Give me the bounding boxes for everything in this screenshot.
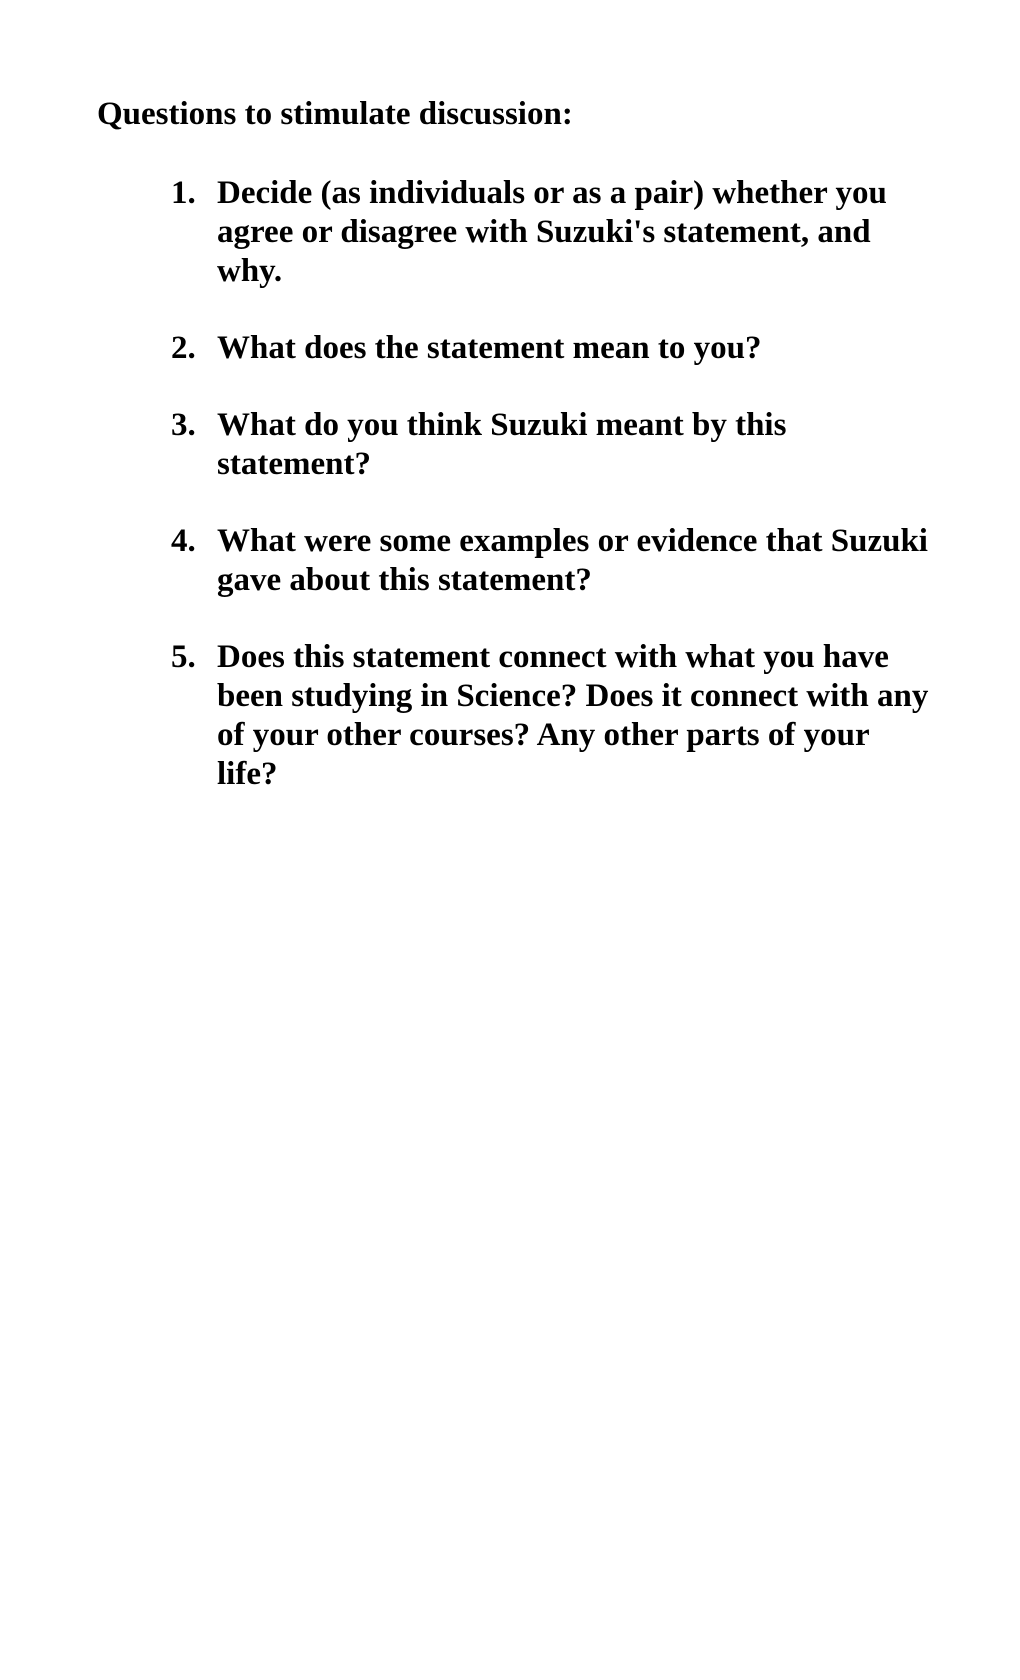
- question-item: [171, 522, 931, 600]
- question-text: What does the statement mean to you?: [217, 330, 762, 366]
- question-item: [171, 638, 931, 794]
- question-text: Decide (as individuals or as a pair) whether you agree or disagree with Suzuki's statement, and why.: [217, 175, 887, 289]
- page-title: Questions to stimulate discussion:: [97, 96, 573, 132]
- question-number: 5.: [171, 639, 196, 675]
- question-number: 2.: [171, 330, 196, 366]
- question-number: 4.: [171, 523, 196, 559]
- question-text: What do you think Suzuki meant by this statement?: [217, 407, 787, 482]
- question-number: 3.: [171, 407, 196, 443]
- question-item: [171, 406, 931, 484]
- question-number: 1.: [171, 175, 196, 211]
- question-item: [171, 329, 931, 368]
- question-text: Does this statement connect with what you have been studying in Science? Does it connect with any of your other courses? Any other parts of your life?: [217, 639, 929, 792]
- question-text: What were some examples or evidence that Suzuki gave about this statement?: [217, 523, 928, 598]
- question-list: [171, 174, 931, 832]
- question-item: [171, 174, 931, 291]
